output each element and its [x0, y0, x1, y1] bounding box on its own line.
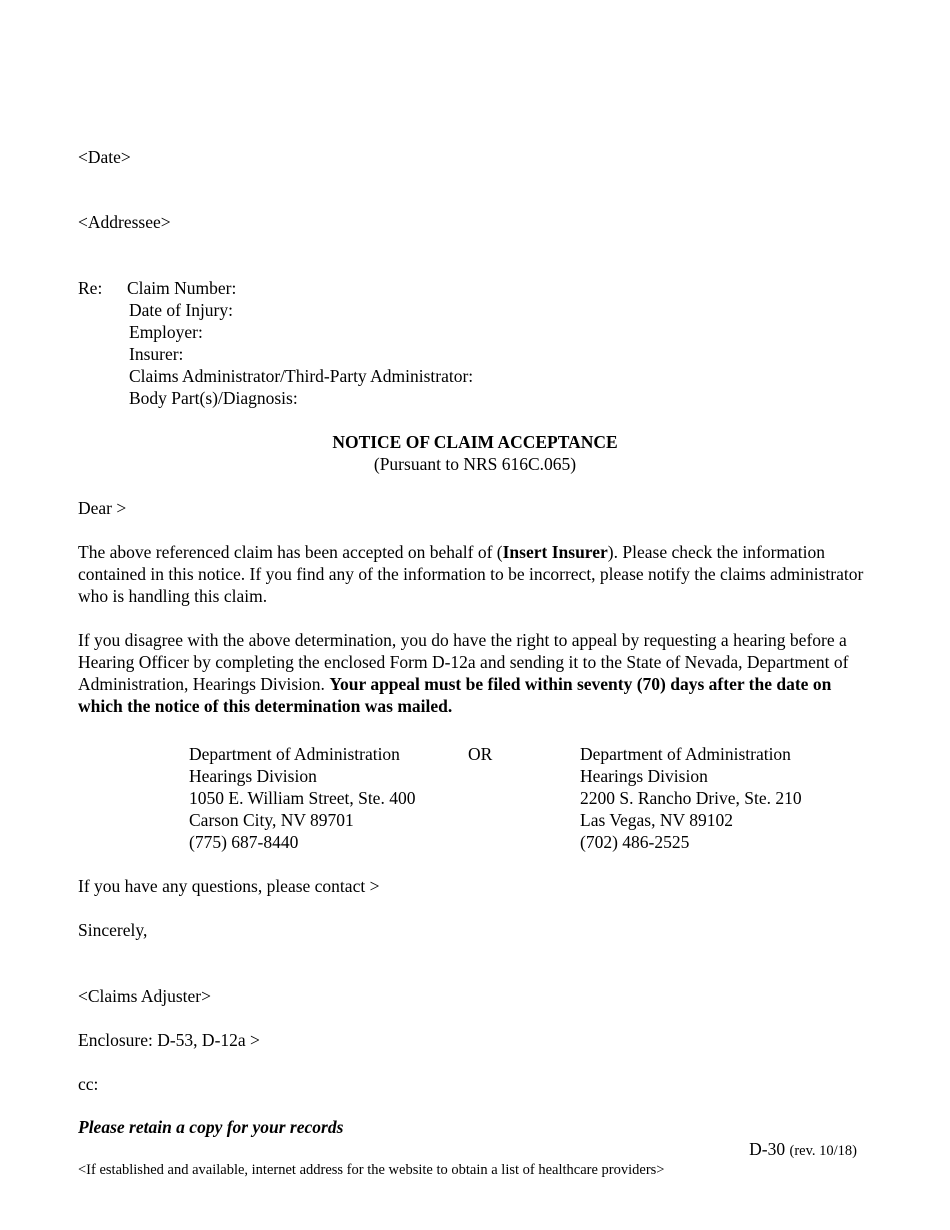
re-body-parts: Body Part(s)/Diagnosis: [129, 388, 298, 408]
cc-line: cc: [78, 1074, 99, 1094]
address-las-vegas: Department of Administration Hearings Division 2200 S. Rancho Drive, Ste. 210 Las Vegas, NV 89102 (702) 486-2525 [580, 744, 802, 852]
enclosure-line: Enclosure: D-53, D-12a > [78, 1030, 260, 1050]
addressee-placeholder: <Addressee> [78, 212, 171, 232]
appeal-paragraph: If you disagree with the above determination, you do have the right to appeal by requesting a hearing before a Hearing Officer by completing the enclosed Form D-12a and sending it to the State of Nevada, Department of Administration, Hearings Division. Your appeal must be filed within seventy (70) days after the date on which the notice of this determination was mailed. [78, 630, 849, 716]
form-identifier: D-30 (rev. 10/18) [749, 1139, 857, 1159]
appeal-deadline-text: Your appeal must be filed within seventy (70) days after the date on which the notice of this determination was mailed. [78, 674, 832, 716]
notice-title: NOTICE OF CLAIM ACCEPTANCE [332, 432, 618, 452]
closing: Sincerely, [78, 920, 148, 940]
footer-note: <If established and available, internet address for the website to obtain a list of healthcare providers> [78, 1162, 665, 1178]
notice-subtitle: (Pursuant to NRS 616C.065) [373, 454, 577, 474]
signer-placeholder: <Claims Adjuster> [78, 986, 212, 1006]
re-insurer: Insurer: [129, 344, 184, 364]
date-placeholder: <Date> [78, 147, 131, 167]
address-carson-city: Department of Administration Hearings Division 1050 E. William Street, Ste. 400 Carson City, NV 89701 (775) 687-8440 [189, 744, 416, 852]
re-employer: Employer: [129, 322, 203, 342]
acceptance-paragraph: The above referenced claim has been accepted on behalf of (Insert Insurer). Please check the information contained in this notice. If you find any of the information to be incorrect, please notify the claims administrator who is handling this claim. [78, 542, 864, 606]
re-claim-number: Claim Number: [127, 278, 237, 298]
or-text: OR [468, 744, 493, 764]
re-date-of-injury: Date of Injury: [129, 300, 233, 320]
insert-insurer-text: Insert Insurer [502, 542, 608, 562]
re-label: Re: [78, 278, 103, 298]
salutation: Dear > [78, 498, 127, 518]
retain-copy-note: Please retain a copy for your records [78, 1117, 344, 1137]
questions-line: If you have any questions, please contact > [78, 876, 380, 896]
form-revision: (rev. 10/18) [789, 1143, 857, 1159]
re-claims-administrator: Claims Administrator/Third-Party Administrator: [129, 366, 474, 386]
